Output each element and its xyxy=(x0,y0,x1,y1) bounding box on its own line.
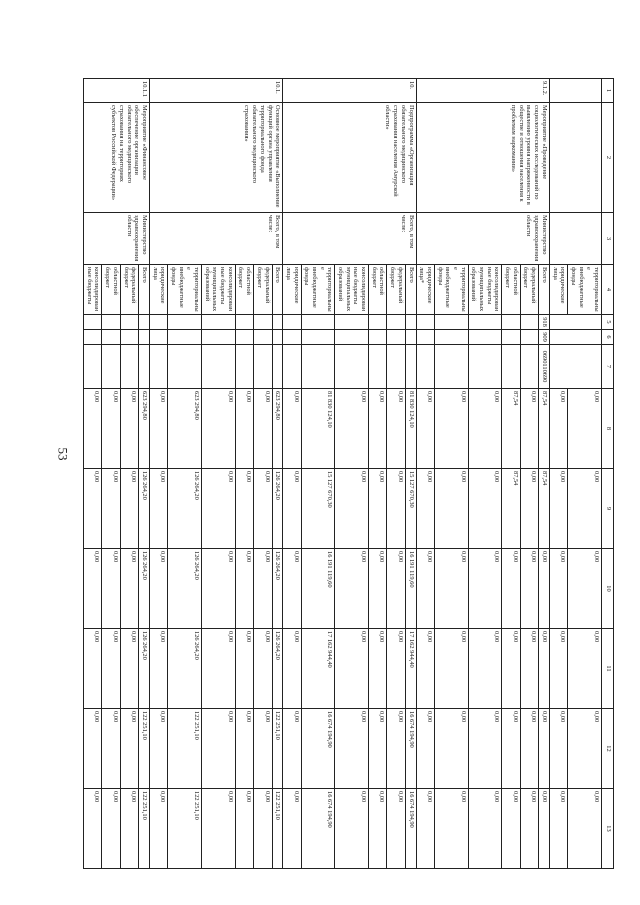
amount-cell: 126 264,20 xyxy=(272,629,283,709)
amount-cell: 0,00 xyxy=(202,469,236,549)
funding-source: консолидированные бюджеты муниципальных образований xyxy=(202,265,236,315)
item-name: Подпрограмма «Организация обязательного медицинского страхования населения Амурской области» xyxy=(283,103,416,213)
amount-cell: 0,00 xyxy=(387,389,405,469)
amount-cell: 0,00 xyxy=(520,389,538,469)
amount-cell: 87,54 xyxy=(502,389,520,469)
table-row xyxy=(139,79,150,869)
empty-cell xyxy=(84,330,102,345)
amount-cell: 0,00 xyxy=(369,629,387,709)
responsible-executor: Министерство здравоохранения области xyxy=(416,213,549,265)
empty-cell xyxy=(139,330,150,345)
amount-cell: 0,00 xyxy=(235,629,253,709)
empty-cell xyxy=(120,330,138,345)
funding-source: территориальные внебюджетные фонды xyxy=(434,265,468,315)
column-header: 10 xyxy=(602,549,614,629)
empty-cell xyxy=(235,345,253,389)
funding-source: областной бюджет xyxy=(102,265,120,315)
amount-cell: 0,00 xyxy=(387,789,405,869)
amount-cell: 0,00 xyxy=(468,629,502,709)
amount-cell: 0,00 xyxy=(520,549,538,629)
amount-cell: 0,00 xyxy=(84,629,102,709)
amount-cell: 16 674 194,90 xyxy=(405,789,416,869)
funding-source: федеральный бюджет xyxy=(120,265,138,315)
target-article-code: 0690110690 xyxy=(539,345,550,389)
empty-cell xyxy=(502,330,520,345)
amount-cell: 0,00 xyxy=(549,549,567,629)
amount-cell: 0,00 xyxy=(549,629,567,709)
item-number: 10. xyxy=(283,79,416,103)
amount-cell: 0,00 xyxy=(120,709,138,789)
funding-source: Всего xyxy=(539,265,550,315)
column-header: 1 xyxy=(602,79,614,103)
amount-cell: 0,00 xyxy=(283,469,301,549)
amount-cell: 0,00 xyxy=(416,789,434,869)
funding-source: Всего xyxy=(139,265,150,315)
amount-cell: 0,00 xyxy=(235,789,253,869)
amount-cell: 0,00 xyxy=(149,389,167,469)
empty-cell xyxy=(120,315,138,330)
amount-cell: 0,00 xyxy=(369,389,387,469)
amount-cell: 0,00 xyxy=(502,709,520,789)
column-header: 4 xyxy=(602,265,614,315)
amount-cell: 126 264,20 xyxy=(168,549,202,629)
table-row xyxy=(539,79,550,869)
amount-cell: 0,00 xyxy=(568,549,602,629)
funding-source: консолидированные бюджеты xyxy=(84,265,102,315)
amount-cell: 0,00 xyxy=(434,709,468,789)
amount-cell: 0,00 xyxy=(387,709,405,789)
empty-cell xyxy=(387,345,405,389)
amount-cell: 0,00 xyxy=(468,549,502,629)
empty-cell xyxy=(301,330,335,345)
empty-cell xyxy=(434,315,468,330)
amount-cell: 0,00 xyxy=(502,549,520,629)
amount-cell: 0,00 xyxy=(235,469,253,549)
amount-cell: 0,00 xyxy=(335,389,369,469)
page-number: 53 xyxy=(55,447,71,461)
amount-cell: 126 264,20 xyxy=(272,469,283,549)
table-body xyxy=(84,79,602,869)
funding-source: консолидированные бюджеты муниципальных образований xyxy=(335,265,369,315)
funding-source: территориальные внебюджетные фонды xyxy=(301,265,335,315)
amount-cell: 0,00 xyxy=(84,389,102,469)
amount-cell: 0,00 xyxy=(335,629,369,709)
amount-cell: 0,00 xyxy=(283,549,301,629)
amount-cell: 0,00 xyxy=(568,469,602,549)
amount-cell: 0,00 xyxy=(539,709,550,789)
column-header: 7 xyxy=(602,345,614,389)
amount-cell: 0,00 xyxy=(84,789,102,869)
amount-cell: 0,00 xyxy=(434,389,468,469)
amount-cell: 126 264,20 xyxy=(168,469,202,549)
amount-cell: 0,00 xyxy=(568,629,602,709)
table-row xyxy=(272,79,283,869)
column-header: 5 xyxy=(602,315,614,330)
amount-cell: 0,00 xyxy=(254,549,272,629)
item-name: Мероприятие «Финансовое обеспечение организации обязательного медицинского страхования на территориях субъектов Российской Федерации» xyxy=(84,103,150,213)
empty-cell xyxy=(149,315,167,330)
empty-cell xyxy=(405,330,416,345)
amount-cell: 0,00 xyxy=(434,549,468,629)
amount-cell: 0,00 xyxy=(202,549,236,629)
funding-source: юридические лица* xyxy=(416,265,434,315)
amount-cell: 0,00 xyxy=(335,789,369,869)
funding-source: территориальные внебюджетные фонды xyxy=(168,265,202,315)
empty-cell xyxy=(102,330,120,345)
empty-cell xyxy=(139,345,150,389)
amount-cell: 0,00 xyxy=(549,709,567,789)
funding-source: консолидированные бюджеты муниципальных образований xyxy=(468,265,502,315)
amount-cell: 0,00 xyxy=(84,549,102,629)
amount-cell: 0,00 xyxy=(149,469,167,549)
empty-cell xyxy=(301,315,335,330)
amount-cell: 17 162 944,40 xyxy=(301,629,335,709)
amount-cell: 0,00 xyxy=(502,629,520,709)
funding-source: федеральный бюджет xyxy=(387,265,405,315)
empty-cell xyxy=(405,345,416,389)
amount-cell: 16 191 119,60 xyxy=(405,549,416,629)
amount-cell: 122 251,10 xyxy=(272,709,283,789)
empty-cell xyxy=(416,330,434,345)
section-code: 909 xyxy=(539,330,550,345)
amount-cell: 0,00 xyxy=(520,709,538,789)
amount-cell: 0,00 xyxy=(549,389,567,469)
empty-cell xyxy=(202,330,236,345)
column-header: 2 xyxy=(602,103,614,213)
empty-cell xyxy=(139,315,150,330)
amount-cell: 0,00 xyxy=(254,709,272,789)
empty-cell xyxy=(502,345,520,389)
amount-cell: 122 251,10 xyxy=(168,789,202,869)
amount-cell: 0,00 xyxy=(235,549,253,629)
table-row xyxy=(405,79,416,869)
column-header: 6 xyxy=(602,330,614,345)
empty-cell xyxy=(549,345,601,389)
amount-cell: 0,00 xyxy=(387,469,405,549)
amount-cell: 81 830 124,10 xyxy=(405,389,416,469)
empty-cell xyxy=(502,315,520,330)
column-header: 13 xyxy=(602,789,614,869)
empty-cell xyxy=(102,345,120,389)
empty-cell xyxy=(520,315,538,330)
empty-cell xyxy=(405,315,416,330)
empty-cell xyxy=(283,345,301,389)
amount-cell: 0,00 xyxy=(539,789,550,869)
empty-cell xyxy=(549,103,601,213)
amount-cell: 0,00 xyxy=(520,789,538,869)
empty-cell xyxy=(335,345,369,389)
amount-cell: 0,00 xyxy=(102,389,120,469)
amount-cell: 0,00 xyxy=(102,789,120,869)
amount-cell: 0,00 xyxy=(434,469,468,549)
empty-cell xyxy=(235,330,253,345)
amount-cell: 0,00 xyxy=(416,709,434,789)
funding-source: Всего xyxy=(272,265,283,315)
item-number: 10.1.1 xyxy=(84,79,150,103)
amount-cell: 17 162 944,40 xyxy=(405,629,416,709)
empty-cell xyxy=(254,315,272,330)
empty-cell xyxy=(202,315,236,330)
amount-cell: 126 264,20 xyxy=(139,469,150,549)
empty-cell xyxy=(335,330,369,345)
amount-cell: 15 127 670,30 xyxy=(301,469,335,549)
amount-cell: 0,00 xyxy=(202,709,236,789)
budget-table xyxy=(83,78,614,869)
amount-cell: 623 294,80 xyxy=(272,389,283,469)
amount-cell: 0,00 xyxy=(335,469,369,549)
empty-cell xyxy=(369,315,387,330)
empty-cell xyxy=(202,345,236,389)
amount-cell: 0,00 xyxy=(102,469,120,549)
funding-source: юридические лица xyxy=(549,265,567,315)
funding-source: территориальные внебюджетные фонды xyxy=(568,265,602,315)
empty-cell xyxy=(387,330,405,345)
amount-cell: 122 251,10 xyxy=(272,789,283,869)
column-header: 12 xyxy=(602,709,614,789)
amount-cell: 0,00 xyxy=(387,629,405,709)
amount-cell: 0,00 xyxy=(434,629,468,709)
amount-cell: 0,00 xyxy=(235,709,253,789)
funding-source: юридические лица xyxy=(283,265,301,315)
amount-cell: 0,00 xyxy=(568,389,602,469)
empty-cell xyxy=(283,330,301,345)
amount-cell: 122 251,10 xyxy=(139,709,150,789)
amount-cell: 122 251,10 xyxy=(139,789,150,869)
empty-cell xyxy=(283,315,301,330)
amount-cell: 0,00 xyxy=(235,389,253,469)
amount-cell: 87,54 xyxy=(539,469,550,549)
empty-cell xyxy=(149,345,167,389)
amount-cell: 0,00 xyxy=(102,709,120,789)
empty-cell xyxy=(149,330,167,345)
amount-cell: 0,00 xyxy=(416,389,434,469)
amount-cell: 0,00 xyxy=(568,789,602,869)
empty-cell xyxy=(235,315,253,330)
funding-source: Всего xyxy=(405,265,416,315)
budget-table-page xyxy=(85,78,614,868)
amount-cell: 0,00 xyxy=(549,789,567,869)
empty-cell xyxy=(520,345,538,389)
empty-cell xyxy=(434,330,468,345)
amount-cell: 0,00 xyxy=(84,709,102,789)
amount-cell: 16 674 194,90 xyxy=(405,709,416,789)
amount-cell: 122 251,10 xyxy=(168,709,202,789)
amount-cell: 0,00 xyxy=(520,469,538,549)
column-header: 8 xyxy=(602,389,614,469)
empty-cell xyxy=(168,315,202,330)
amount-cell: 0,00 xyxy=(387,549,405,629)
amount-cell: 0,00 xyxy=(120,389,138,469)
amount-cell: 0,00 xyxy=(120,549,138,629)
amount-cell: 126 264,20 xyxy=(139,549,150,629)
amount-cell: 16 191 119,60 xyxy=(301,549,335,629)
column-header: 11 xyxy=(602,629,614,709)
amount-cell: 0,00 xyxy=(84,469,102,549)
empty-cell xyxy=(416,345,434,389)
empty-cell xyxy=(84,345,102,389)
amount-cell: 0,00 xyxy=(539,549,550,629)
amount-cell: 16 674 194,90 xyxy=(301,789,335,869)
responsible-executor: Министерство здравоохранения области xyxy=(84,213,150,265)
empty-cell xyxy=(168,345,202,389)
empty-cell xyxy=(272,330,283,345)
empty-cell xyxy=(549,330,601,345)
amount-cell: 0,00 xyxy=(283,389,301,469)
empty-cell xyxy=(272,345,283,389)
amount-cell: 0,00 xyxy=(468,469,502,549)
empty-cell xyxy=(168,330,202,345)
amount-cell: 0,00 xyxy=(568,709,602,789)
amount-cell: 0,00 xyxy=(283,709,301,789)
amount-cell: 0,00 xyxy=(283,629,301,709)
amount-cell: 0,00 xyxy=(468,389,502,469)
amount-cell: 0,00 xyxy=(335,549,369,629)
empty-cell xyxy=(301,345,335,389)
amount-cell: 0,00 xyxy=(434,789,468,869)
responsible-executor: Всего, в том числе: xyxy=(283,213,416,265)
empty-cell xyxy=(254,330,272,345)
amount-cell: 0,00 xyxy=(149,789,167,869)
amount-cell: 0,00 xyxy=(369,789,387,869)
amount-cell: 623 294,80 xyxy=(168,389,202,469)
grbs-code: 918 xyxy=(539,315,550,330)
item-number: 10.1. xyxy=(149,79,282,103)
amount-cell: 0,00 xyxy=(120,469,138,549)
amount-cell: 0,00 xyxy=(202,789,236,869)
amount-cell: 87,54 xyxy=(502,469,520,549)
empty-cell xyxy=(549,79,601,103)
empty-cell xyxy=(272,315,283,330)
empty-cell xyxy=(468,330,502,345)
empty-cell xyxy=(387,315,405,330)
amount-cell: 0,00 xyxy=(369,469,387,549)
empty-cell xyxy=(468,315,502,330)
amount-cell: 0,00 xyxy=(254,469,272,549)
amount-cell: 0,00 xyxy=(335,709,369,789)
empty-cell xyxy=(434,345,468,389)
amount-cell: 0,00 xyxy=(468,709,502,789)
empty-cell xyxy=(549,315,601,330)
amount-cell: 0,00 xyxy=(416,629,434,709)
funding-source: федеральный бюджет xyxy=(254,265,272,315)
empty-cell xyxy=(120,345,138,389)
amount-cell: 16 674 194,90 xyxy=(301,709,335,789)
empty-cell xyxy=(102,315,120,330)
empty-cell xyxy=(84,315,102,330)
empty-cell xyxy=(254,345,272,389)
column-header: 9 xyxy=(602,469,614,549)
empty-cell xyxy=(335,315,369,330)
amount-cell: 15 127 670,30 xyxy=(405,469,416,549)
amount-cell: 0,00 xyxy=(120,629,138,709)
table-row xyxy=(568,79,602,869)
amount-cell: 0,00 xyxy=(416,469,434,549)
amount-cell: 0,00 xyxy=(254,389,272,469)
rotated-table-container xyxy=(85,78,614,868)
funding-source: областной бюджет xyxy=(235,265,253,315)
empty-cell xyxy=(520,330,538,345)
funding-source: областной бюджет xyxy=(369,265,387,315)
item-name: Основное мероприятие «Выполнение функций органа управления территориального фонда обязательного медицинского страхования» xyxy=(149,103,282,213)
item-number: 9.1.2. xyxy=(416,79,549,103)
amount-cell: 0,00 xyxy=(149,549,167,629)
amount-cell: 0,00 xyxy=(539,629,550,709)
column-number-header-row xyxy=(602,79,614,869)
amount-cell: 0,00 xyxy=(254,789,272,869)
amount-cell: 126 264,20 xyxy=(139,629,150,709)
item-name: Мероприятие «Проведение социологических исследований по выявлению уровня напряженности в обществе и отношения населения к проблемам наркомании» xyxy=(416,103,549,213)
amount-cell: 623 294,80 xyxy=(139,389,150,469)
empty-cell xyxy=(468,345,502,389)
amount-cell: 0,00 xyxy=(369,549,387,629)
amount-cell: 81 830 124,10 xyxy=(301,389,335,469)
column-header: 3 xyxy=(602,213,614,265)
empty-cell xyxy=(369,345,387,389)
amount-cell: 0,00 xyxy=(416,549,434,629)
amount-cell: 0,00 xyxy=(149,709,167,789)
empty-cell xyxy=(549,213,601,265)
amount-cell: 0,00 xyxy=(120,789,138,869)
amount-cell: 0,00 xyxy=(202,629,236,709)
amount-cell: 0,00 xyxy=(369,709,387,789)
amount-cell: 0,00 xyxy=(520,629,538,709)
amount-cell: 0,00 xyxy=(283,789,301,869)
empty-cell xyxy=(416,315,434,330)
amount-cell: 126 264,20 xyxy=(168,629,202,709)
amount-cell: 0,00 xyxy=(202,389,236,469)
empty-cell xyxy=(369,330,387,345)
responsible-executor: Всего, в том числе: xyxy=(149,213,282,265)
amount-cell: 0,00 xyxy=(102,629,120,709)
funding-source: областной бюджет xyxy=(502,265,520,315)
amount-cell: 0,00 xyxy=(149,629,167,709)
amount-cell: 0,00 xyxy=(102,549,120,629)
funding-source: юридические лица xyxy=(149,265,167,315)
funding-source: федеральный бюджет xyxy=(520,265,538,315)
amount-cell: 0,00 xyxy=(254,629,272,709)
amount-cell: 0,00 xyxy=(468,789,502,869)
amount-cell: 0,00 xyxy=(502,789,520,869)
amount-cell: 126 264,20 xyxy=(272,549,283,629)
amount-cell: 0,00 xyxy=(549,469,567,549)
amount-cell: 87,54 xyxy=(539,389,550,469)
